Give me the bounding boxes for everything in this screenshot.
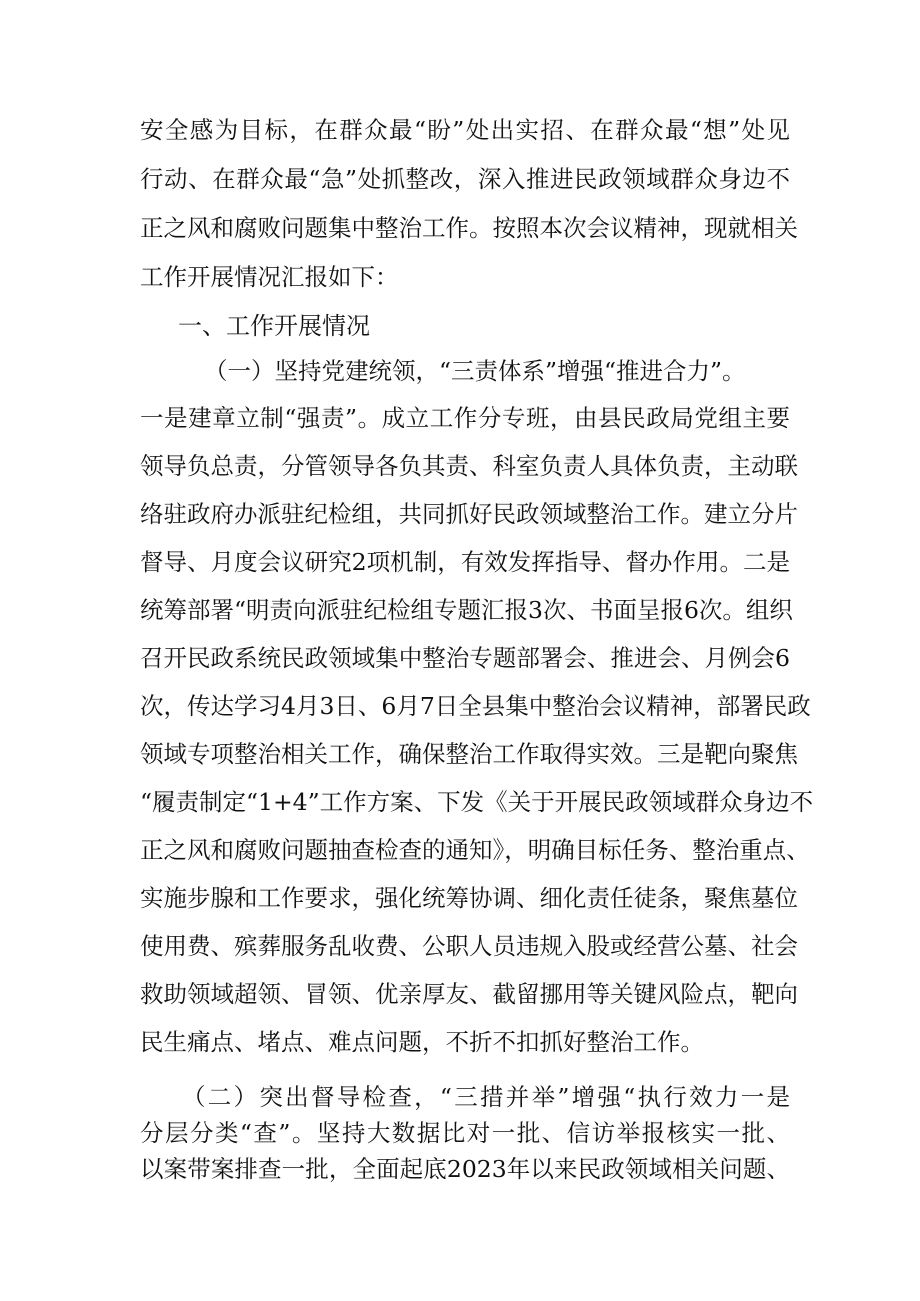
para1-line: 次，传达学习4月3日、6月7日全县集中整治会议精神，部署民政 (140, 692, 811, 720)
para1-line: 召开民政系统民政领域集中整治专题部署会、推进会、月例会6 (140, 644, 790, 672)
intro-line-2: 行动、在群众最“急”处抓整改，深入推进民政领域群众身边不 (140, 165, 790, 193)
para1-line: 正之风和腐败问题抽查检查的通知》，明确目标任务、整治重点、 (140, 836, 810, 864)
para1-line: 络驻政府办派驻纪检组，共同抓好民政领域整治工作。建立分片 (140, 500, 798, 528)
para1-line: 一是建章立制“强责”。成立工作分专班，由县民政局党组主要 (140, 404, 790, 432)
para2-line: 以案带案排查一批，全面起底2023年以来民政领域相关问题、 (140, 1155, 790, 1183)
para1-line: 领域专项整治相关工作，确保整治工作取得实效。三是靶向聚焦 (140, 740, 798, 768)
para2-line: 分层分类“查”。坚持大数据比对一批、信访举报核实一批、 (140, 1119, 790, 1147)
intro-line-1: 安全感为目标，在群众最“盼”处出实招、在群众最“想”处见 (140, 116, 790, 144)
para1-line: 救助领域超领、冒领、优亲厚友、截留挪用等关键风险点，靶向 (140, 980, 798, 1008)
para1-line: 实施步腺和工作要求，强化统筹协调、细化责任徒条，聚焦墓位 (140, 884, 798, 912)
para1-line: 使用费、殡葬服务乱收费、公职人员违规入股或经营公墓、社会 (140, 932, 798, 960)
para2-subheading: （二）突出督导检查，“三措并举”增强“执行效力一是 (182, 1083, 790, 1111)
para1-line-last: 民生痛点、堵点、难点问题，不折不扣抓好整治工作。 (140, 1028, 704, 1056)
section-heading: 一、工作开展情况 (178, 312, 370, 340)
para1-line: 领导负总责，分管领导各负其责、科室负责人具体负责，主动联 (140, 452, 798, 480)
para1-line: 统筹部署“明责向派驻纪检组专题汇报3次、书面呈报6次。组织 (140, 596, 793, 624)
para1-line: “履责制定“1+4”工作方案、下发《关于开展民政领域群众身边不 (140, 788, 814, 816)
para1-line: 督导、月度会议研究2项机制，有效发挥指导、督办作用。二是 (140, 548, 790, 576)
para1-subheading: （一）坚持党建统领，“三责体系”增强“推进合力”。 (204, 357, 746, 385)
intro-line-3: 正之风和腐败问题集中整治工作。按照本次会议精神，现就相关 (140, 214, 798, 242)
intro-line-4: 工作开展情况汇报如下： (140, 263, 399, 291)
